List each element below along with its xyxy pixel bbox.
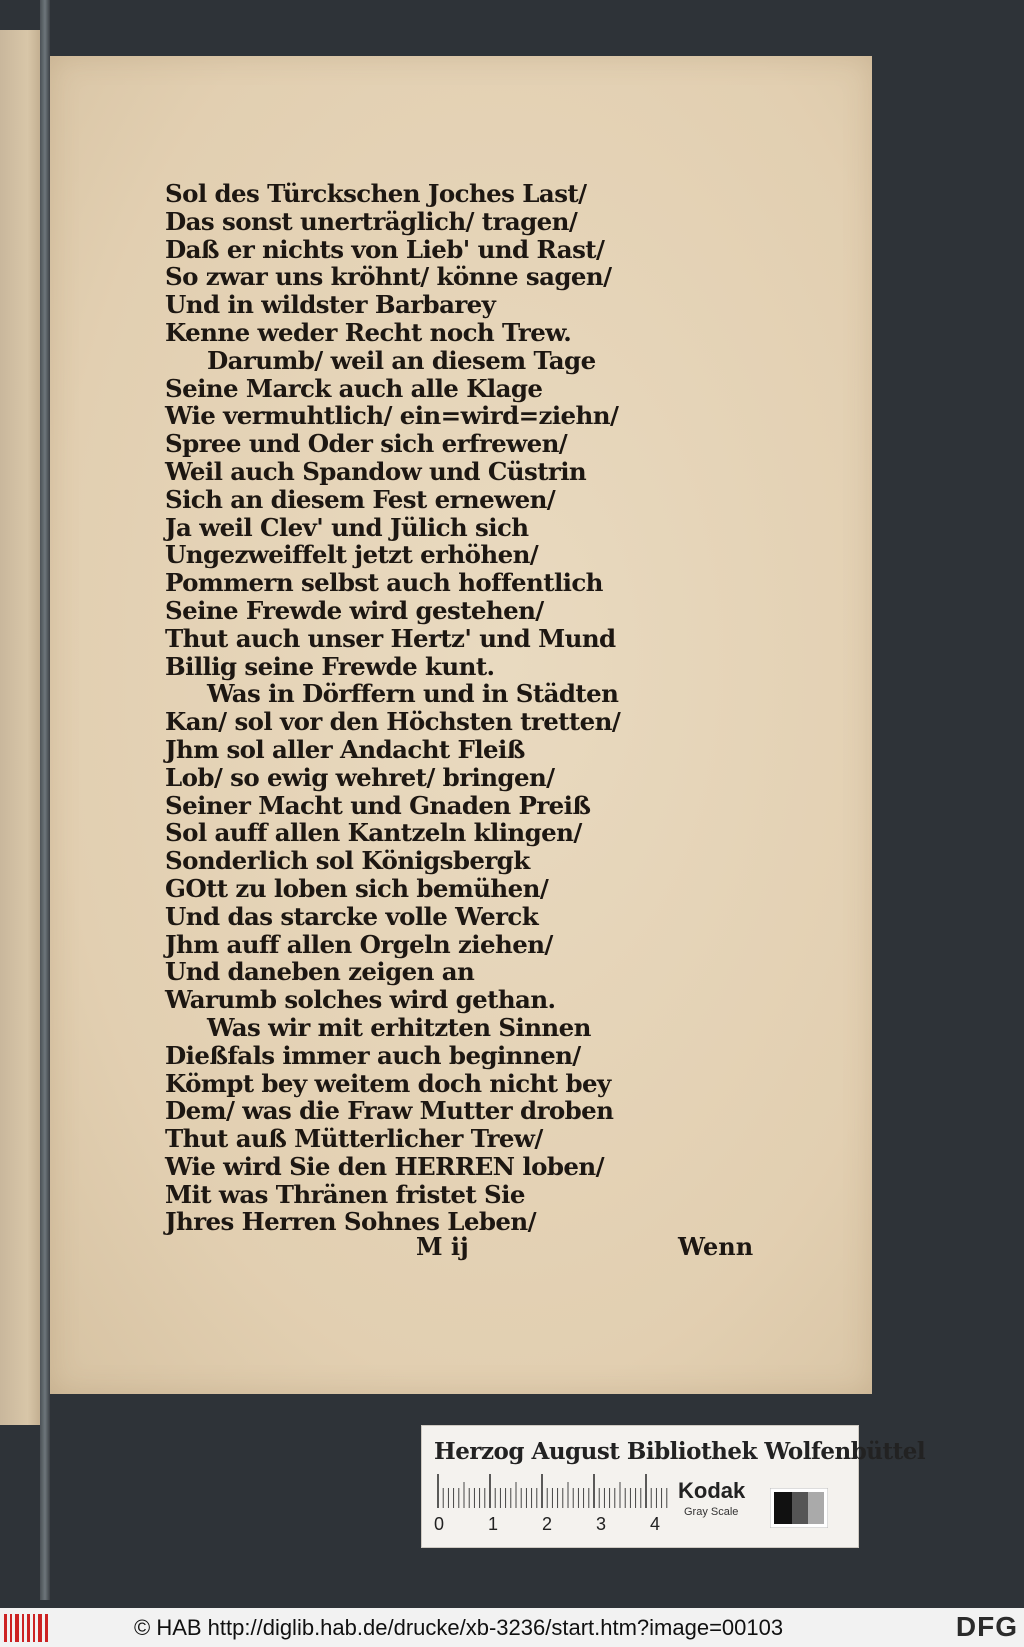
- signature-mark: M ij: [416, 1232, 469, 1261]
- ruler-number: 3: [596, 1514, 607, 1534]
- ruler-number: 1: [488, 1514, 499, 1534]
- catchword: Wenn: [678, 1232, 754, 1261]
- text-line: Und das starcke volle Werck: [165, 901, 539, 931]
- text-line: Was wir mit erhitzten Sinnen: [207, 1012, 591, 1042]
- text-line: Kan/ sol vor den Höchsten tretten/: [165, 707, 621, 737]
- text-line: Seine Frewde wird gestehen/: [165, 595, 544, 625]
- barcode-icon: [4, 1614, 50, 1642]
- kodak-logo: Kodak: [678, 1478, 746, 1503]
- text-line: Spree und Oder sich erfrewen/: [165, 429, 568, 459]
- poem-text: [165, 180, 725, 1236]
- text-line: Seine Marck auch alle Klage: [165, 373, 543, 403]
- text-line: Thut auch unser Hertz' und Mund: [165, 623, 616, 653]
- text-line: Und daneben zeigen an: [165, 957, 475, 987]
- ruler-number: 0: [434, 1514, 445, 1534]
- text-line: Und in wildster Barbarey: [165, 290, 496, 320]
- text-line: Weil auch Spandow und Cüstrin: [165, 456, 587, 486]
- text-line: Wie wird Sie den HERREN loben/: [165, 1151, 604, 1181]
- gray-scale-label: Gray Scale: [684, 1506, 739, 1518]
- library-name: Herzog August Bibliothek Wolfenbüttel: [434, 1438, 926, 1465]
- color-calibration-card: [421, 1425, 926, 1548]
- text-line: Sonderlich sol Königsbergk: [165, 846, 530, 876]
- text-line: Das sonst unerträglich/ tragen/: [165, 206, 578, 236]
- text-line: Mit was Thränen fristet Sie: [165, 1179, 525, 1209]
- text-line: Jhm auff allen Orgeln ziehen/: [165, 929, 553, 959]
- text-line: Billig seine Frewde kunt.: [165, 651, 495, 681]
- text-line: GOtt zu loben sich bemühen/: [165, 873, 549, 903]
- ruler-numbers: [434, 1514, 684, 1538]
- text-line: Ja weil Clev' und Jülich sich: [165, 512, 529, 542]
- text-line: Was in Dörffern und in Städten: [207, 679, 619, 709]
- text-line: Wie vermuhtlich/ ein=wird=ziehn/: [165, 401, 619, 431]
- text-line: Ungezweiffelt jetzt erhöhen/: [165, 540, 539, 570]
- text-line: Sol des Türckschen Joches Last/: [165, 179, 587, 208]
- text-line: Dem/ was die Fraw Mutter droben: [165, 1096, 614, 1126]
- text-line: Seiner Macht und Gnaden Preiß: [165, 790, 591, 820]
- book-page: [50, 56, 872, 1394]
- text-line: Lob/ so ewig wehret/ bringen/: [165, 762, 555, 792]
- text-line: Sol auff allen Kantzeln klingen/: [165, 818, 582, 848]
- text-line: Dießfals immer auch beginnen/: [165, 1040, 581, 1070]
- text-line: Thut auß Mütterlicher Trew/: [165, 1124, 543, 1154]
- ruler-scale: [436, 1474, 672, 1514]
- text-line: Kenne weder Recht noch Trew.: [165, 317, 572, 347]
- dfg-logo: DFG: [955, 1611, 1018, 1642]
- text-line: Jhres Herren Sohnes Leben/: [165, 1207, 536, 1237]
- ruler-number: 4: [650, 1514, 661, 1534]
- text-line: Jhm sol aller Andacht Fleiß: [165, 734, 525, 764]
- text-line: Daß er nichts von Lieb' und Rast/: [165, 234, 605, 264]
- text-line: Darumb/ weil an diesem Tage: [207, 345, 596, 375]
- source-url-link[interactable]: © HAB http://diglib.hab.de/drucke/xb-3236/start.htm?image=00103: [134, 1615, 784, 1640]
- ruler-number: 2: [542, 1514, 553, 1534]
- text-line: So zwar uns kröhnt/ könne sagen/: [165, 262, 612, 292]
- text-line: Pommern selbst auch hoffentlich: [165, 568, 603, 598]
- text-line: Sich an diesem Fest ernewen/: [165, 484, 556, 514]
- text-line: Warumb solches wird gethan.: [165, 985, 556, 1015]
- text-line: Kömpt bey weitem doch nicht bey: [165, 1068, 611, 1098]
- gray-patches: [770, 1488, 828, 1528]
- footer-bar: [0, 1608, 1024, 1647]
- book-spine: [40, 0, 50, 1600]
